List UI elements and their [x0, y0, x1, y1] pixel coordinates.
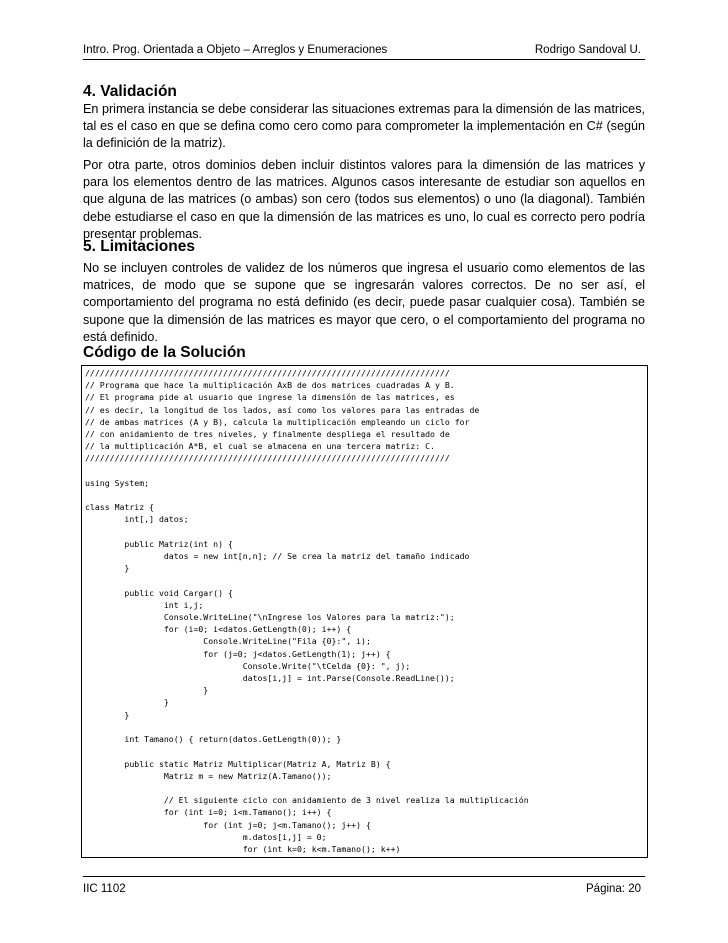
header-course-title: Intro. Prog. Orientada a Objeto – Arreglos y Enumeraciones [83, 44, 388, 56]
validacion-paragraph-1: En primera instancia se debe considerar las situaciones extremas para la dimensión de las matrices, tal es el caso en que se defina como cero como para comprometer la implementación en C# (según la definición de la matriz). [83, 102, 645, 151]
code-listing-box [81, 365, 648, 858]
code-listing: ////////////////////////////////////////////////////////////////////////// // Programa que hace la multiplicación AxB de dos matrices cuadradas A y B. // El programa pide al usuario que ingrese la dimensión de las matrices, es // es decir, la longitud de los lados, así como los valores para las entradas de // de ambas matrices (A y B), calcula la multiplicación empleando un ciclo for // con anidamiento de tres niveles, y finalmente despliega el resultado de // la multiplicación A*B, el cual se almacena en una tercera matriz: C. ////////////////////////////////////////////////////////////////////////// using System; class Matriz { int[,] datos; public Matriz(int n) { datos = new int[n,n]; // Se crea la matriz del tamaño indicado } public void Cargar() { int i,j; Console.WriteLine("\nIngrese los Valores para la matriz:"); for (i=0; i<datos.GetLength(0); i++) { Console.WriteLine("Fila {0}:", i); for (j=0; j<datos.GetLength(1); j++) { Console.Write("\tCelda {0}: ", j); datos[i,j] = int.Parse(Console.ReadLine()); } } } int Tamano() { return(datos.GetLength(0)); } public static Matriz Multiplicar(Matriz A, Matriz B) { Matriz m = new Matriz(A.Tamano()); // El siguiente ciclo con anidamiento de 3 nivel realiza la multiplicación for (int i=0; i<m.Tamano(); i++) { for (int j=0; j<m.Tamano(); j++) { m.datos[i,j] = 0; for (int k=0; k<m.Tamano(); k++) [85, 368, 529, 854]
section-heading-limitaciones: 5. Limitaciones [83, 238, 195, 255]
page-footer [83, 876, 645, 893]
validacion-paragraph-2: Por otra parte, otros dominios deben incluir distintos valores para la dimensión de las matrices y para los elementos dentro de las matrices. Algunos casos interesante de estudiar son aquellos en que alguna de las matrices (o ambas) son cero (todos sus elementos) o uno (la diagonal). También debe estudiarse el caso en que la dimensión de las matrices es uno, lo cual es correcto pero podría presentar problemas. [83, 158, 645, 241]
limitaciones-paragraph: No se incluyen controles de validez de los números que ingresa el usuario como elementos de las matrices, de modo que se supone que se ingresarán valores correctos. De no ser así, el comportamiento del programa no está definido (es decir, puede pasar cualquier cosa). También se supone que la dimensión de las matrices es mayor que cero, o el comportamiento del programa no está definido. [83, 261, 645, 344]
footer-course-code: IIC 1102 [83, 883, 126, 895]
footer-page-number: Página: 20 [586, 883, 641, 895]
page-header [83, 43, 645, 60]
section-heading-validacion: 4. Validación [83, 83, 177, 100]
section-heading-codigo: Código de la Solución [83, 344, 246, 361]
header-author: Rodrigo Sandoval U. [534, 44, 641, 56]
